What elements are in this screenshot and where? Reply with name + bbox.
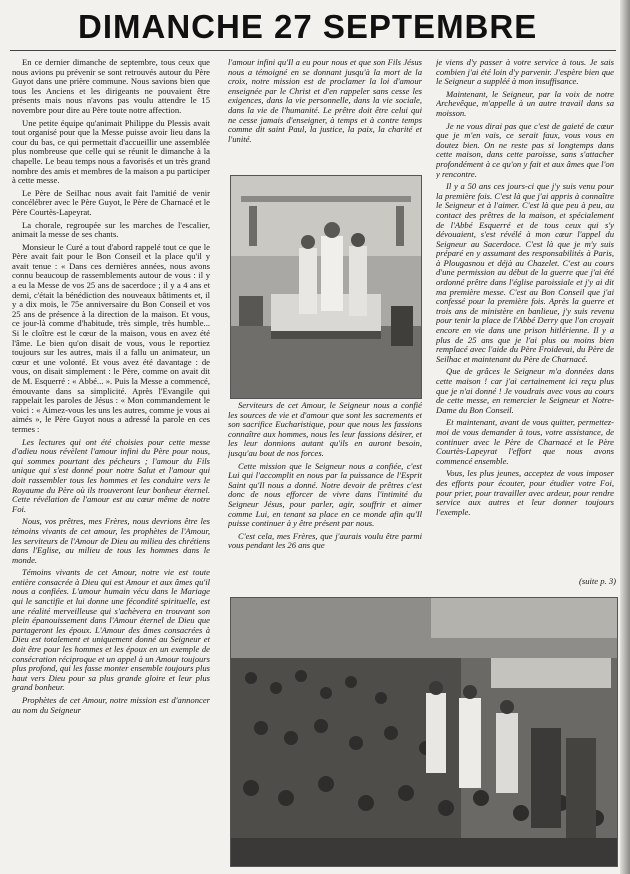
continued-note: (suite p. 3) xyxy=(579,576,616,586)
sermon-paragraph: je viens d'y passer à votre service à tous. Je sais combien j'ai été loin d'y parvenir. J'espère bien que le Seigneur a suppléé à mon insuffisance. xyxy=(436,58,614,87)
sermon-paragraph: Vous, les plus jeunes, acceptez de vous imposer des efforts pour écouter, pour étudier votre Foi, pour prier, pour travailler avec ardeur, pour rendre service aux autres et leur donner toujours l'exemple. xyxy=(436,468,614,517)
article-column-3 xyxy=(436,58,614,590)
altar-photo-image xyxy=(231,176,421,398)
paragraph: En ce dernier dimanche de septembre, tous ceux que nous avions pu prévenir se sont retrouvés autour du Père Guyot dans une prière commune. Nous savions bien que tous les Anciens et les dirigeants ne pouvaient être présents mais nous n'avons pas voulu attendre le 15 novembre pour dire au Père toute notre affection. xyxy=(12,58,210,115)
sermon-paragraph: Maintenant, le Seigneur, par la voix de notre Archevêque, m'appelle à un autre travail dans sa moisson. xyxy=(436,88,614,118)
sermon-paragraph: Nous, vos prêtres, mes Frères, nous devrions être les témoins vivants de cet amour, les prophètes de l'Amour, les serviteurs de l'Amour de Dieu au milieu des chrétiens dans l'Eglise, au milieu de tous les hommes dans le monde. xyxy=(12,516,210,565)
congregation-photo-image xyxy=(231,598,617,866)
page-edge-shadow xyxy=(620,0,630,874)
article-column-2-bottom xyxy=(228,401,422,587)
paragraph: Une petite équipe qu'animait Philippe du Plessis avait tout organisé pour que la Messe puisse avoir lieu dans la cour du bas, ce qui permettait d'accueillir une assemblée plus nombreuse que celle qui se réunit le dimanche à la chapelle. Le beau temps nous a favorisés et un très grand nombre des amis et membres de la maison a pu participer à cette messe. xyxy=(12,117,210,186)
article-column-2-top xyxy=(228,58,422,178)
sermon-paragraph: Il y a 50 ans ces jours-ci que j'y suis venu pour la première fois. C'est là que j'ai appris à connaître le Seigneur et à l'aimer. C'est là que peu à peu, au contact des prêtres de la maison, et spécialement de l'Abbé Esquerré et de tous ceux qui s'y dévouaient, s'est révélé à mon cœur l'appel du Seigneur au Sacerdoce. C'est là que je m'y suis préparé en y assumant des responsabilités à Paris, à Plougasnou et déjà au Chazelet. C'est au cours d'une permission au début de la guerre que j'ai été ordonné prêtre dans l'église paroissiale et j'y ai dit ma première messe. C'est au Bon Conseil que j'ai confessé pour la première fois. Après la guerre et trois ans de ministère en banlieue, j'y suis revenu pour tenir la place de l'Abbé Derry que l'on croyait encore en vie dans une prison hitlérienne. Il y a plus de 25 ans que je l'ai plus ou moins bien remplacé avec l'aide du Père Froidevai, du Père de Seilhac et maintenant du Père de Charnacé. xyxy=(436,181,614,364)
sermon-paragraph: Je ne vous dirai pas que c'est de gaieté de cœur que je m'en vais, ce serait faux, vous vous en doutez bien. On ne reste pas si longtemps dans cette maison, dans cette paroisse, sans s'attacher profondément à ce qu'on y fait et aux âmes que l'on y rencontre. xyxy=(436,120,614,179)
sermon-paragraph: C'est cela, mes Frères, que j'aurais voulu être parmi vous pendant les 26 ans que xyxy=(228,530,422,551)
sermon-paragraph: Serviteurs de cet Amour, le Seigneur nous a confié les sources de vie et d'amour que sont les sacrements et son sacrifice Eucharistique, pour que nous les fassions connaître aux hommes, nous les leur fassions désirer, et les leur donnions autant qu'ils en auront besoin, jusqu'au bout de nos forces. xyxy=(228,401,422,458)
sermon-paragraph: Que de grâces le Seigneur m'a données dans cette maison ! car j'ai certainement ici reçu plus que je n'ai donné ! Je voudrais avec vous au cours de cette messe, en remercier le Seigneur et Notre-Dame du Bon Conseil. xyxy=(436,366,614,415)
paragraph: Monsieur le Curé a tout d'abord rappelé tout ce que le Père avait fait pour le Bon Conseil et la place qu'il y avait tenue : « Dans ces dernières années, nous avons connu beaucoup de rassemblements autour de vous : il y a eu la Messe de vos 25 ans de sacerdoce ; il y a 4 ans et demi, c'était la bénédiction des nouveaux bâtiments et, il y a dix mois, le 75e anniversaire du Bon Conseil et vos 25 ans de présence à la direction de la maison. Et vous, ce jour-là comme d'habitude, très simple, très humble... Si le cloître est le cœur de la maison, vous en avez été l'âme. Le bien qu'on disait de vous, vous le reportiez toujours sur les autres, mais il a fallu un animateur, un cœur et une volonté. Et vous avez été davantage : de vous, on disait simplement : le Père, comme on avait dit de M. Esquerré : « Abbé... ». Puis la Messe a commencé, émouvante dans sa simplicité. Après l'Evangile qui rappelait les paroles de Jésus : « Mon commandement le voici : « Aimez-vous les uns les autres, comme je vous ai aimés », le Père Guyot nous a adressé la parole en ces termes : xyxy=(12,241,210,434)
photo-altar-celebration xyxy=(230,175,422,399)
sermon-paragraph: Et maintenant, avant de vous quitter, permettez-moi de vous demander à tous, votre assistance, de continuer avec le Père de Charnacé et le Père Courtès-Lapeyrat l'effort que nous avons commencé ensemble. xyxy=(436,417,614,466)
photo-courtyard-congregation xyxy=(230,597,618,867)
sermon-paragraph: Prophètes de cet Amour, notre mission est d'annoncer au nom du Seigneur xyxy=(12,695,210,715)
sermon-paragraph: Témoins vivants de cet Amour, notre vie est toute entière consacrée à Dieu qui est Amour et aux âmes qu'il nous a confiées. L'amour humain vécu dans le Mariage qui le sanctifie et lui donne une fécondité spirituelle, est une réalité merveilleuse qui s'achèvera en trouvant son plein épanouissement dans l'Amour éternel de Dieu que partageront les époux. L'Amour des âmes consacrées à Dieu est totalement et uniquement donné au Seigneur et doit être pour les hommes et les époux en un exemple de consécration réciproque et un appel à un Amour toujours plus profond, qui les fasse monter ensemble toujours plus haut vers Dieu pour sa plus grande gloire et leur plus grand bonheur. xyxy=(12,567,210,693)
sermon-paragraph: l'amour infini qu'Il a eu pour nous et que son Fils Jésus nous a témoigné en se donnant jusqu'à la mort de la croix, notre mission est de proclamer la loi d'amour enseignée par le Christ et d'en rappeler sans cesse les exigences, dans la vie personnelle, dans la vie sociale, dans la vie de l'humanité. Le prêtre doit être celui qui ne cesse jamais d'enseigner, à temps et à contre temps comme dit saint Paul, la justice, la paix, la charité et l'unité. xyxy=(228,58,422,144)
paragraph: Le Père de Seilhac nous avait fait l'amitié de venir concélébrer avec le Père Guyot, le Père de Charnacé et le Père Courtès-Lapeyrat. xyxy=(12,187,210,217)
headline-rule xyxy=(10,50,616,51)
paragraph: La chorale, regroupée sur les marches de l'escalier, animait la messe de ses chants. xyxy=(12,219,210,240)
sermon-paragraph: Les lectures qui ont été choisies pour cette messe d'adieu nous révèlent l'amour infini du Père pour nous, qui sommes pourtant des pécheurs ; l'amour du Fils unique qui s'est donné pour notre Salut et l'amour qui doit rassembler tous les hommes et les conduire vers le Royaume du Père où ils trouveront leur bonheur éternel. Cette révélation de l'amour est au cœur même de notre Foi. xyxy=(12,436,210,514)
page-headline: DIMANCHE 27 SEPTEMBRE xyxy=(78,8,538,45)
article-column-1 xyxy=(12,58,210,868)
sermon-paragraph: Cette mission que le Seigneur nous a confiée, c'est Lui qui l'accomplit en nous par la puissance de l'Esprit Saint qu'Il nous a donné. Notre devoir de prêtres c'est donc de nous efforcer de vivre dans l'intimité du Seigneur Jésus, pour parler, agir, souffrir et aimer comme Lui, en tenant sa place en ce monde afin qu'Il puisse continuer à y être présent par nous. xyxy=(228,460,422,529)
